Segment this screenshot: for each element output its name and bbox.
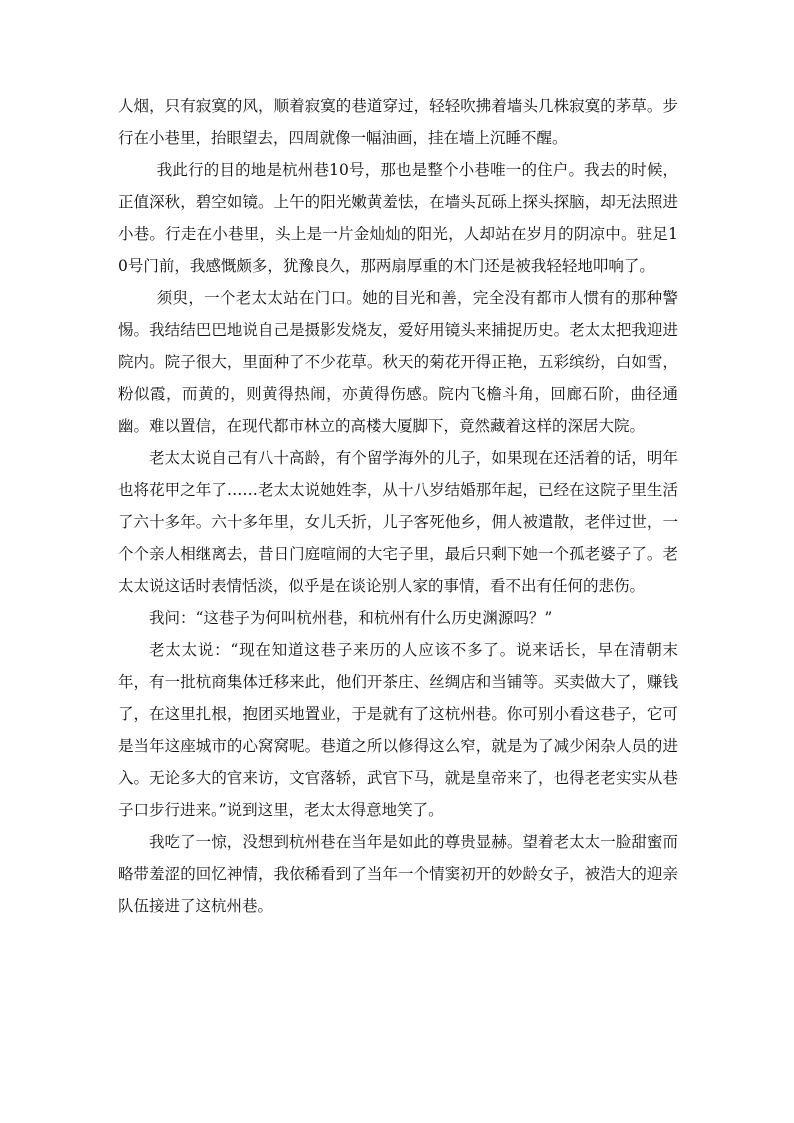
paragraph-6: 老太太说：“现在知道这巷子来历的人应该不多了。说来话长，早在清朝末年，有一批杭商集体迁移来此，他们开茶庄、丝绸店和当铺等。买卖做大了，赚钱了，在这里扎根，抱团买地置业，于是就有了这杭州巷。你可别小看这巷子，它可是当年这座城市的心窝窝呢。巷道之所以修得这么窄，就是为了减少闲杂人员的进入。无论多大的官来访，文官落轿，武官下马，就是皇帝来了，也得老老实实从巷子口步行进来。”说到这里，老太太得意地笑了。: [118, 641, 678, 819]
paragraph-1: 人烟，只有寂寞的风，顺着寂寞的巷道穿过，轻轻吹拂着墙头几株寂寞的茅草。步行在小巷里，抬眼望去，四周就像一幅油画，挂在墙上沉睡不醒。: [118, 97, 678, 147]
document-page: [118, 90, 678, 922]
paragraph-7: 我吃了一惊，没想到杭州巷在当年是如此的尊贵显赫。望着老太太一脸甜蜜而略带羞涩的回忆神情，我依稀看到了当年一个情窦初开的妙龄女子，被浩大的迎亲队伍接进了这杭州巷。: [118, 833, 678, 915]
paragraph-3: 须臾，一个老太太站在门口。她的目光和善，完全没有都市人惯有的那种警惕。我结结巴巴地说自己是摄影发烧友，爱好用镜头来捕捉历史。老太太把我迎进院内。院子很大，里面种了不少花草。秋天的菊花开得正艳，五彩缤纷，白如雪，粉似霞，而黄的，则黄得热闹，亦黄得伤感。院内飞檐斗角，回廊石阶，曲径通幽。难以置信，在现代都市林立的高楼大厦脚下，竟然藏着这样的深居大院。: [118, 289, 678, 435]
paragraph-2: 我此行的目的地是杭州巷10号，那也是整个小巷唯一的住户。我去的时候，正值深秋，碧空如镜。上午的阳光嫩黄羞怯，在墙头瓦砾上探头探脑，却无法照进小巷。行走在小巷里，头上是一片金灿灿的阳光，人却站在岁月的阴凉中。驻足10号门前，我感慨颇多，犹豫良久，那两扇厚重的木门还是被我轻轻地叩响了。: [118, 161, 678, 275]
paragraph-4: 老太太说自己有八十高龄，有个留学海外的儿子，如果现在还活着的话，明年也将花甲之年了……老太太说她姓李，从十八岁结婚那年起，已经在这院子里生活了六十多年。六十多年里，女儿夭折，儿子客死他乡，佣人被遣散，老伴过世，一个个亲人相继离去，昔日门庭喧闹的大宅子里，最后只剩下她一个孤老婆子了。老太太说这话时表情恬淡，似乎是在谈论别人家的事情，看不出有任何的悲伤。: [118, 449, 678, 595]
paragraph-5: 我问：“这巷子为何叫杭州巷，和杭州有什么历史渊源吗？”: [149, 609, 553, 627]
